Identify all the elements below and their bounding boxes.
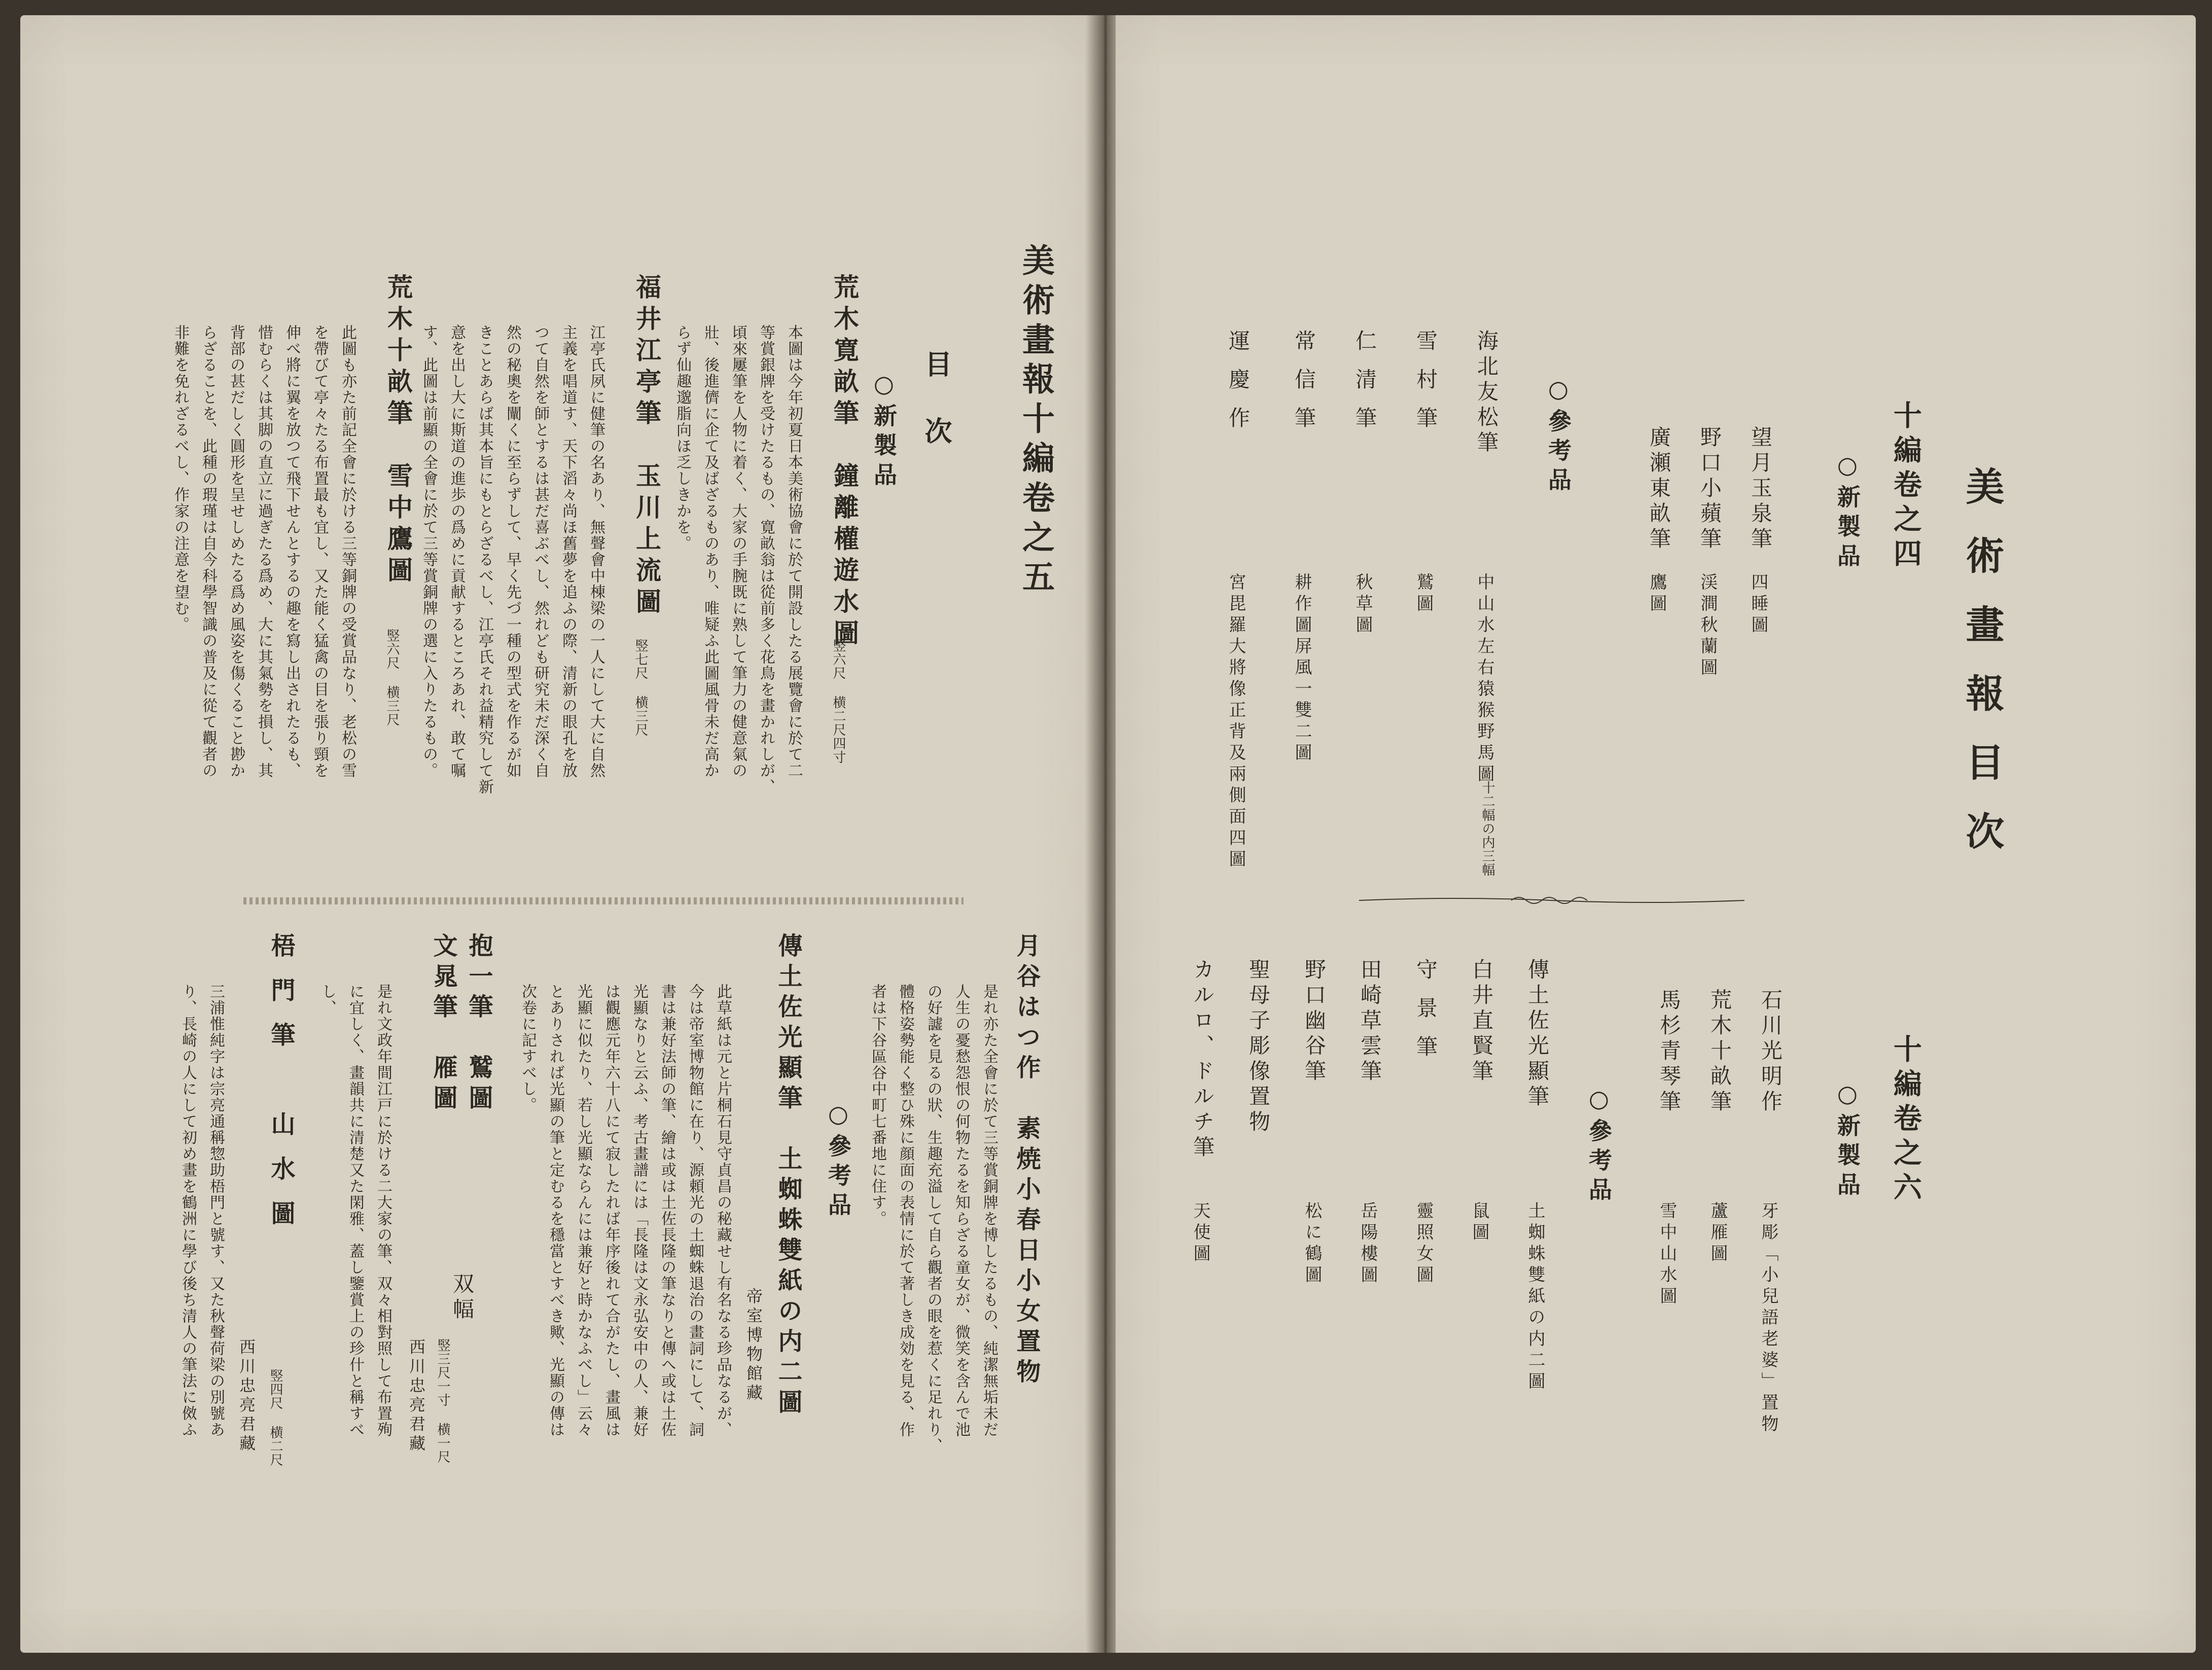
vol4-ref-author: 仁清筆 (1352, 330, 1377, 445)
sankohin-heading: ○參考品 (825, 1100, 852, 1222)
entry-head-mitsuaki: 傳土佐光顯筆 土蜘蛛雙紙の内二圖 (774, 933, 802, 1420)
vol4-item-author: 野口小蘋筆 (1697, 426, 1722, 553)
vol4-item-author: 廣瀬東畝筆 (1647, 426, 1671, 553)
body-line: 三浦惟純字は宗亮通稱惣助梧門と號す、又た秋聲荷梁の別號あ (207, 984, 225, 1438)
entry-head-jippo: 荒木十畝筆 雪中鷹圖 (383, 274, 413, 588)
vol4-ref-author: 雪村筆 (1413, 330, 1438, 445)
body-line: 背部の甚だしく圓形を呈せしめたる爲め風姿を傷くること尠か (227, 324, 245, 779)
body-line: に宜しく、畫韻共に清楚又た閑雅、蓋し鑒賞上の珍什と稱すべ (346, 984, 364, 1438)
body-line: 頃來屢筆を人物に着く、大家の手腕既に熟して筆力の健意氣の (729, 324, 747, 779)
vol4-ref-author: 運慶作 (1226, 330, 1251, 445)
vol6-ref-author: 傳土佐光顯筆 (1525, 958, 1550, 1110)
vol4-shinseihin: ○新製品 (1834, 451, 1861, 573)
body-line: つて自然を師とするは甚だ喜ぶべし、然れども研究未だ深く自 (531, 324, 549, 779)
body-line: す、此圖は前顯の全會に於て三等賞銅牌の選に入りたるもの。 (420, 324, 438, 779)
vol4-item-work: 渓澗秋蘭圖 (1697, 573, 1718, 679)
body-line: とありされば光顯の筆と定むるを穩當とすべき歟、光顯の傳は (547, 984, 564, 1438)
vol4-sankohin: ○參考品 (1545, 375, 1572, 497)
body-line: 主義を唱道す、天下滔々尚ほ舊夢を追ふの際、清新の眼孔を放 (559, 324, 577, 779)
vol4-ref-note: 十二幅の内三幅 (1480, 781, 1495, 877)
vol6-ref-work: 鼠圖 (1469, 1202, 1489, 1244)
body-line: 伸べ將に翼を放つて飛下せんとするの趣を寫し出されたるも、 (283, 324, 301, 779)
body-line: らざることを、此種の瑕瑾は自今科學智識の普及に從て觀者の (199, 324, 217, 779)
vol6-ref-work: 土蜘蛛雙紙の内二圖 (1525, 1202, 1545, 1393)
vol6-ref-author: 白井直賢筆 (1469, 958, 1494, 1085)
body-line: 江亭氏夙に健筆の名あり、無聲會中棟梁の一人にして大に自然 (587, 324, 605, 779)
vol4-ref-author: 海北友松筆 (1474, 330, 1499, 456)
entry-dims-kotei: 竪七尺 横三尺 (633, 639, 648, 737)
body-line: 是れ文政年間江戸に於ける二大家の筆、双々相對照して布置殉 (374, 984, 392, 1438)
left-page-title: 美術畫報十編卷之五 (1017, 243, 1055, 599)
body-line: 體格姿勢能く整ひ殊に顔面の表情に於て著しき成効を見る、作 (897, 984, 914, 1438)
vol6-item-work: 蘆雁圖 (1707, 1202, 1728, 1265)
entry-dims-gomon: 竪四尺 横二尺 (268, 1369, 283, 1467)
body-line: 壯、後進儕に企て及ばざるものあり、唯疑ふ此圖風骨未だ高か (701, 324, 719, 779)
body-line: 此圖も亦た前記全會に於ける三等銅牌の受賞品なり、老松の雪 (339, 324, 356, 779)
entry-head-gomon: 梧門筆 山水圖 (267, 933, 295, 1245)
body-line: 非難を免れざるべし、作家の注意を望む。 (171, 324, 189, 633)
body-line: 光顯なりと云ふ、考古畫譜には「長隆は文永弘安中の人、兼好 (630, 984, 648, 1438)
vol6-shinseihin: ○新製品 (1834, 1080, 1861, 1202)
entry-head-buncho: 文晁筆 雁圖 (429, 933, 457, 1115)
section-divider (243, 897, 964, 904)
shinseihin-heading: ○新製品 (870, 370, 898, 492)
body-line: 書は兼好法師の筆、繪は或は土佐長隆の筆なりと傳へ或は土佐 (658, 984, 676, 1438)
vol6-item-author: 荒木十畝筆 (1707, 989, 1732, 1115)
entry-dims-kanpo: 竪六尺 横二尺四寸 (831, 639, 846, 764)
vol6-item-work: 牙彫「小兒語老婆」置物 (1758, 1202, 1778, 1436)
vol6-ref-work: 岳陽樓圖 (1358, 1202, 1378, 1287)
vol6-ref-work: 天使圖 (1190, 1202, 1210, 1265)
body-line: きことあらば其本旨にもとらざるべし、江亭氏それ益精究して新 (476, 324, 493, 795)
vol6-item-author: 石川光明作 (1758, 989, 1783, 1115)
ornamental-divider (1359, 895, 1744, 905)
vol4-ref-work: 中山水左右猿猴野馬圖 (1474, 573, 1494, 786)
body-line: らず仙趣邈脂向ほ乏しきかを。 (673, 324, 691, 552)
entry-head-tsukitani: 月谷はつ作 素焼小春日小女置物 (1012, 933, 1041, 1389)
body-line: 次卷に記すべし。 (519, 984, 537, 1113)
body-line: 等賞銀牌を受けたるもの、寛畝翁は從前多く花鳥を畫かれしが、 (757, 324, 775, 795)
right-page-title: 美術畫報目次 (1959, 466, 2005, 880)
body-line: を帶びて亭々たる布置最も宜し、又た能く猛禽の目を張り頸を (311, 324, 329, 779)
vol4-ref-work: 宮毘羅大將像正背及兩側面四圖 (1226, 573, 1246, 871)
body-line: 意を出し大に斯道の進歩の爲めに貢献するところあれ、敢て嘱 (448, 324, 466, 779)
vol4-ref-author: 常信筆 (1292, 330, 1316, 445)
entry-head-hoitsu: 抱一筆 鷲圖 (465, 933, 493, 1115)
vol6-ref-author: カルロ、ドルチ筆 (1190, 958, 1215, 1161)
vol6-ref-work: 靈照女圖 (1413, 1202, 1434, 1287)
vol6-ref-author: 野口幽谷筆 (1302, 958, 1327, 1085)
body-line: 光顯に似たり、若し光顯ならんには兼好と時かなふべし」云々 (575, 984, 592, 1438)
owner-nishikawa-2: 西川忠亮君藏 (237, 1338, 256, 1454)
vol6-item-work: 雪中山水圖 (1657, 1202, 1677, 1308)
body-line: 本圖は今年初夏日本美術協會に於て開設したる展覽會に於て二 (785, 324, 803, 779)
body-line: り、長崎の人にして初め畫を鶴洲に學び後ち清人の筆法に傚ふ (179, 984, 197, 1438)
entry-head-kanpo: 荒木寛畝筆 鐘離權遊水圖 (830, 274, 860, 651)
vol6-ref-work: 松に鶴圖 (1302, 1202, 1322, 1287)
body-line: は觀應元年六十八にて寂したれば年序後れて合がたし、畫風は (602, 984, 620, 1438)
vol6-ref-author: 守景筆 (1413, 958, 1438, 1074)
vol4-heading: 十編卷之四 (1889, 401, 1922, 573)
body-line: 此草紙は元と片桐石見守貞昌の秘藏せし有名なる珍品なるが、 (714, 984, 732, 1438)
vol6-item-author: 馬杉青琴筆 (1657, 989, 1682, 1115)
vol4-ref-work: 耕作圖屏風一雙二圖 (1292, 573, 1312, 765)
body-line: 人生の憂愁怨恨の何物たるを知らざる童女が、微笑を含んで池 (952, 984, 970, 1438)
vol4-item-work: 四睡圖 (1748, 573, 1768, 637)
owner-imperial-museum: 帝室博物館藏 (744, 1288, 763, 1403)
body-line: 然の秘奧を闡くに至らずして、早く先づ一種の型式を作るが如 (504, 324, 521, 779)
body-line: 今は帝室博物館に在り、源頼光の土蜘蛛退治の畫詞にして、詞 (686, 984, 704, 1438)
vol4-ref-work: 鷲圖 (1413, 573, 1434, 615)
owner-nishikawa: 西川忠亮君藏 (407, 1338, 426, 1454)
vol6-heading: 十編卷之六 (1889, 1034, 1922, 1207)
vol4-item-work: 鷹圖 (1647, 573, 1667, 615)
body-line: 惜むらくは其脚の直立に過ぎたる爲め、大に其氣勢を損し、其 (255, 324, 273, 779)
body-line: 是れ亦た全會に於て三等賞銅牌を博したるもの、純潔無垢未だ (980, 984, 998, 1438)
vol4-ref-work: 秋草圖 (1352, 573, 1373, 637)
pair-label: 双幅 (450, 1273, 475, 1323)
entry-dims-pair: 竪三尺一寸 横一尺 (435, 1338, 450, 1464)
vol6-sankohin: ○參考品 (1585, 1085, 1613, 1207)
body-line: の好譃を見るの狀、生趣充溢して自ら觀者の眼を惹くに足れり、 (924, 984, 942, 1454)
entry-head-kotei: 福井江亭筆 玉川上流圖 (632, 274, 662, 620)
mokuji-heading: 目 次 (920, 350, 953, 450)
vol6-ref-author: 聖母子彫像置物 (1246, 958, 1271, 1136)
body-line: 者は下谷區谷中町七番地に住す。 (869, 984, 886, 1227)
body-line: し、 (318, 984, 336, 1016)
right-page (1116, 15, 2196, 1653)
entry-dims-jippo: 竪六尺 横三尺 (384, 629, 400, 727)
vol4-item-author: 望月玉泉筆 (1748, 426, 1773, 553)
vol6-ref-author: 田崎草雲筆 (1358, 958, 1382, 1085)
